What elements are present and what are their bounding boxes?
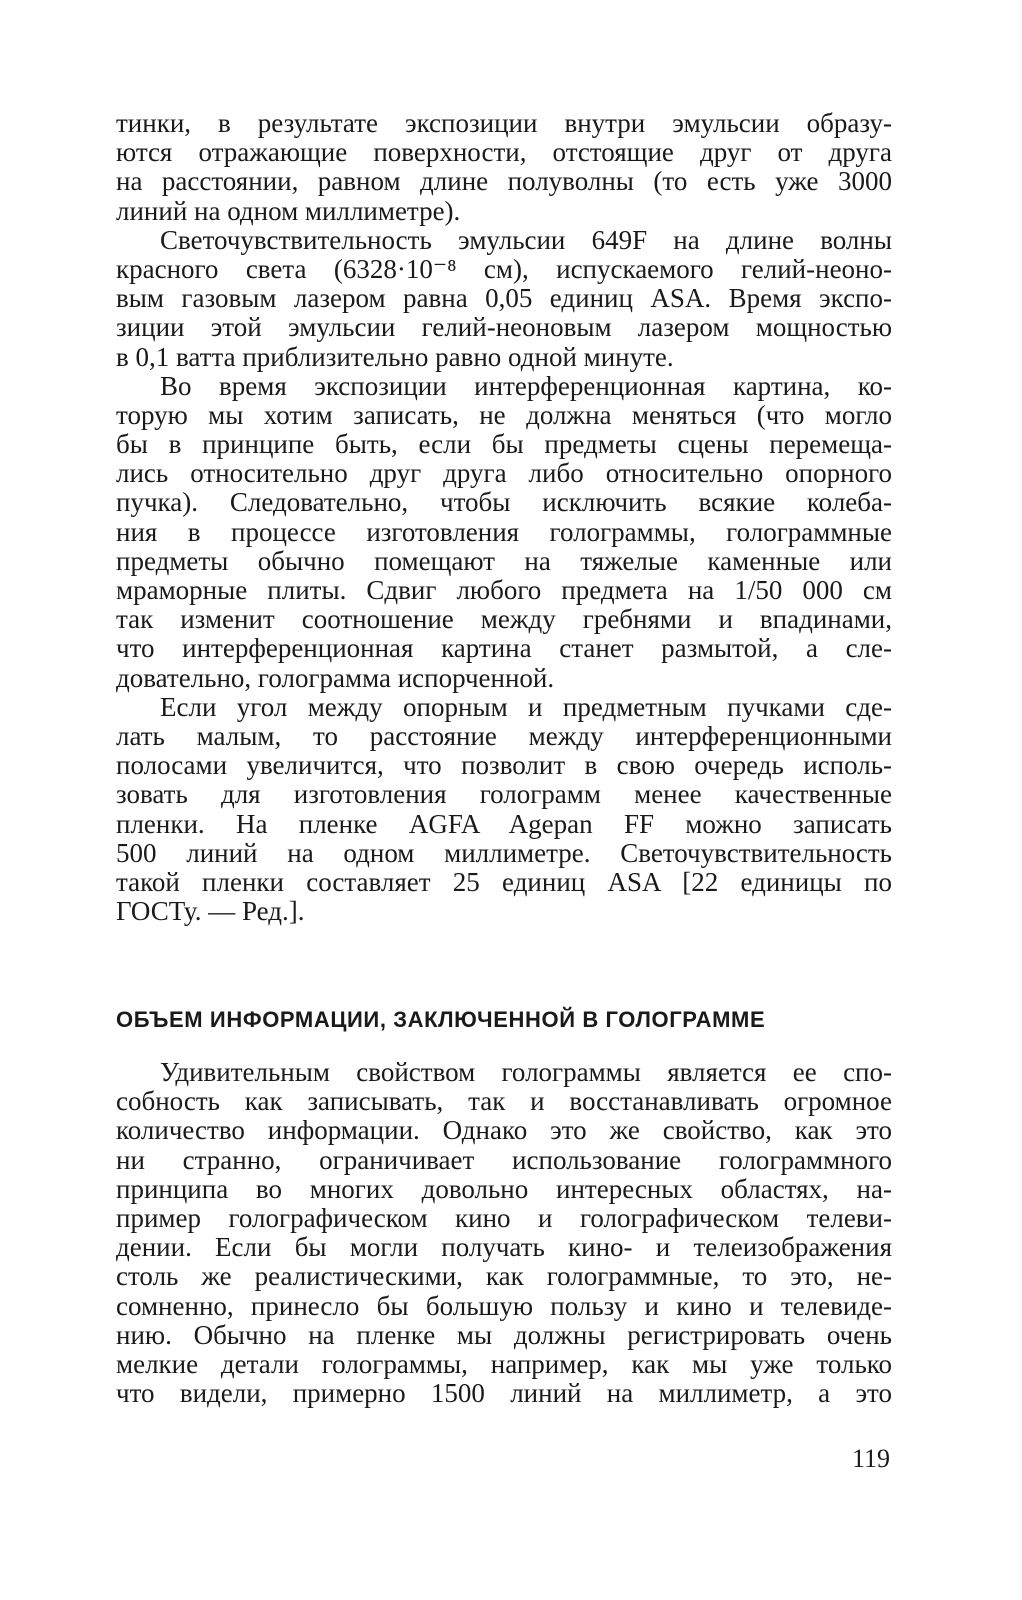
text-line: красного света (6328·10⁻⁸ см), испускаемого гелий-неоно- xyxy=(116,253,892,284)
text-line: Во время экспозиции интерференционная картина, ко- xyxy=(160,370,892,401)
page-number: 119 xyxy=(852,1444,891,1473)
text-line: пример голографическом кино и голографическом телеви- xyxy=(116,1202,892,1233)
text-line: зовать для изготовления голограмм менее качественные xyxy=(116,779,892,810)
section-heading: ОБЪЕМ ИНФОРМАЦИИ, ЗАКЛЮЧЕННОЙ В ГОЛОГРАММЕ xyxy=(116,1007,766,1032)
text-line: мраморные плиты. Сдвиг любого предмета на 1/50 000 см xyxy=(116,575,892,605)
text-line: зиции этой эмульсии гелий-неоновым лазером мощностью xyxy=(116,312,892,343)
text-line: количество информации. Однако это же свойство, как это xyxy=(116,1115,892,1146)
text-line: Светочувствительность эмульсии 649F на длине волны xyxy=(160,224,892,255)
text-line: вым газовым лазером равна 0,05 единиц ASA. Время экспо- xyxy=(116,283,892,314)
text-line: тинки, в результате экспозиции внутри эмульсии образу- xyxy=(116,108,892,138)
text-line: предметы обычно помещают на тяжелые каменные или xyxy=(116,545,892,576)
text-line: мелкие детали голограммы, например, как мы уже только xyxy=(116,1348,892,1379)
text-line: что видели, примерно 1500 линий на миллиметр, а это xyxy=(116,1378,892,1409)
text-line: на расстоянии, равном длине полуволны (то есть уже 3000 xyxy=(116,166,892,197)
text-line: нию. Обычно на пленке мы должны регистрировать очень xyxy=(116,1319,892,1350)
text-line: довательно, голограмма испорченной. xyxy=(116,662,555,693)
text-line: пучка). Следовательно, чтобы исключить всякие колеба- xyxy=(116,487,892,518)
text-line: ния в процессе изготовления голограммы, голограммные xyxy=(116,516,892,547)
text-line: полосами увеличится, что позволит в свою очередь исполь- xyxy=(116,750,892,781)
text-line: сомненно, принесло бы большую пользу и кино и телевиде- xyxy=(116,1290,892,1321)
text-line: в 0,1 ватта приблизительно равно одной минуте. xyxy=(116,341,674,372)
text-line: ются отражающие поверхности, отстоящие друг от друга xyxy=(116,137,892,168)
text-line: торую мы хотим записать, не должна меняться (что могло xyxy=(116,399,892,430)
text-line: что интерференционная картина станет размытой, а сле- xyxy=(116,633,892,664)
body-text-bottom xyxy=(116,1058,892,1408)
text-line: принципа во многих довольно интересных областях, на- xyxy=(116,1173,892,1204)
text-line: Если угол между опорным и предметным пучками сде- xyxy=(160,691,892,722)
text-line: пленки. На пленке AGFA Agepan FF можно записать xyxy=(116,808,892,839)
text-line: собность как записывать, так и восстанавливать огромное xyxy=(116,1086,892,1117)
text-line: ГОСТу. — Ред.]. xyxy=(116,896,305,927)
text-line: 500 линий на одном миллиметре. Светочувствительность xyxy=(116,837,892,868)
text-line: лать малым, то расстояние между интерференционными xyxy=(116,720,892,751)
text-line: дении. Если бы могли получать кино- и телеизображения xyxy=(116,1232,892,1263)
text-line: линий на одном миллиметре). xyxy=(116,195,461,226)
text-line: лись относительно друг друга либо относительно опорного xyxy=(116,458,892,489)
text-line: ни странно, ограничивает использование голограммного xyxy=(116,1144,892,1175)
text-line: такой пленки составляет 25 единиц ASA [22 единицы по xyxy=(116,866,892,897)
text-line: бы в принципе быть, если бы предметы сцены перемеща- xyxy=(116,429,892,460)
text-line: Удивительным свойством голограммы является ее спо- xyxy=(160,1057,892,1087)
body-text-top xyxy=(116,109,892,926)
text-line: так изменит соотношение между гребнями и впадинами, xyxy=(116,604,892,635)
text-line: столь же реалистическими, как голограммные, то это, не- xyxy=(116,1261,892,1292)
